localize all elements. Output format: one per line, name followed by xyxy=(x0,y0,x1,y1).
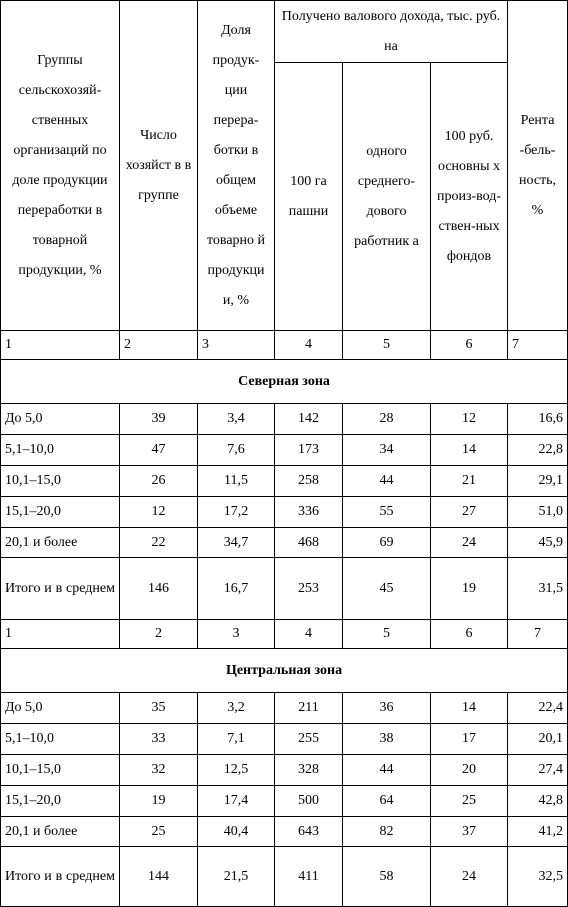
per-funds-cell: 37 xyxy=(431,817,508,847)
share-cell: 34,7 xyxy=(198,528,275,558)
column-number: 5 xyxy=(343,620,431,649)
total-label: Итого и в среднем xyxy=(1,847,120,907)
profitability-cell: 27,4 xyxy=(508,755,568,786)
column-number: 5 xyxy=(343,331,431,360)
group-cell: 20,1 и более xyxy=(1,817,120,847)
per-100ha-cell: 253 xyxy=(275,558,343,620)
table-row xyxy=(1,528,568,558)
column-number: 2 xyxy=(120,620,198,649)
farm-count-cell: 25 xyxy=(120,817,198,847)
per-worker-cell: 38 xyxy=(343,724,431,755)
per-100ha-cell: 258 xyxy=(275,466,343,497)
per-worker-cell: 69 xyxy=(343,528,431,558)
column-number: 3 xyxy=(198,620,275,649)
group-cell: 5,1–10,0 xyxy=(1,435,120,466)
farm-count-cell: 146 xyxy=(120,558,198,620)
profitability-cell: 20,1 xyxy=(508,724,568,755)
column-number: 6 xyxy=(431,620,508,649)
header-per-100ha: 100 га пашни xyxy=(275,63,343,331)
column-number: 4 xyxy=(275,331,343,360)
zone-title: Центральная зона xyxy=(1,649,568,693)
header-per-worker: одного среднего-дового работник а xyxy=(343,63,431,331)
per-worker-cell: 44 xyxy=(343,755,431,786)
table-row xyxy=(1,693,568,724)
per-100ha-cell: 173 xyxy=(275,435,343,466)
total-row xyxy=(1,558,568,620)
column-number: 6 xyxy=(431,331,508,360)
group-cell: До 5,0 xyxy=(1,693,120,724)
per-100ha-cell: 255 xyxy=(275,724,343,755)
farm-count-cell: 144 xyxy=(120,847,198,907)
share-cell: 7,1 xyxy=(198,724,275,755)
share-cell: 21,5 xyxy=(198,847,275,907)
share-cell: 12,5 xyxy=(198,755,275,786)
share-cell: 3,4 xyxy=(198,404,275,435)
per-100ha-cell: 411 xyxy=(275,847,343,907)
group-cell: До 5,0 xyxy=(1,404,120,435)
column-number: 7 xyxy=(508,620,568,649)
per-100ha-cell: 211 xyxy=(275,693,343,724)
per-worker-cell: 45 xyxy=(343,558,431,620)
share-cell: 40,4 xyxy=(198,817,275,847)
farm-count-cell: 26 xyxy=(120,466,198,497)
group-cell: 15,1–20,0 xyxy=(1,497,120,528)
per-worker-cell: 82 xyxy=(343,817,431,847)
group-cell: 10,1–15,0 xyxy=(1,466,120,497)
farm-count-cell: 19 xyxy=(120,786,198,817)
column-number: 1 xyxy=(1,331,120,360)
per-funds-cell: 12 xyxy=(431,404,508,435)
per-worker-cell: 58 xyxy=(343,847,431,907)
per-100ha-cell: 643 xyxy=(275,817,343,847)
per-100ha-cell: 468 xyxy=(275,528,343,558)
per-worker-cell: 44 xyxy=(343,466,431,497)
table-row xyxy=(1,497,568,528)
per-100ha-cell: 328 xyxy=(275,755,343,786)
column-number: 2 xyxy=(120,331,198,360)
farm-count-cell: 35 xyxy=(120,693,198,724)
header-gross-income-group: Получено валового дохода, тыс. руб. на xyxy=(275,1,508,63)
profitability-cell: 31,5 xyxy=(508,558,568,620)
profitability-cell: 41,2 xyxy=(508,817,568,847)
farm-count-cell: 32 xyxy=(120,755,198,786)
header-per-100rub-funds: 100 руб. основны х произ-вод-ствен-ных фондов xyxy=(431,63,508,331)
group-cell: 20,1 и более xyxy=(1,528,120,558)
table-row xyxy=(1,786,568,817)
share-cell: 17,4 xyxy=(198,786,275,817)
table-row xyxy=(1,755,568,786)
per-worker-cell: 34 xyxy=(343,435,431,466)
per-funds-cell: 24 xyxy=(431,847,508,907)
per-100ha-cell: 336 xyxy=(275,497,343,528)
total-row xyxy=(1,847,568,907)
profitability-cell: 22,8 xyxy=(508,435,568,466)
share-cell: 17,2 xyxy=(198,497,275,528)
table-row xyxy=(1,466,568,497)
table-row xyxy=(1,817,568,847)
per-funds-cell: 27 xyxy=(431,497,508,528)
farm-count-cell: 39 xyxy=(120,404,198,435)
column-number: 1 xyxy=(1,620,120,649)
total-label: Итого и в среднем xyxy=(1,558,120,620)
table-row xyxy=(1,724,568,755)
profitability-cell: 42,8 xyxy=(508,786,568,817)
header-groups: Группы сельскохозяй-ственных организаций по доле продукции переработки в товарной продукции, % xyxy=(1,1,120,331)
per-worker-cell: 64 xyxy=(343,786,431,817)
per-100ha-cell: 500 xyxy=(275,786,343,817)
per-worker-cell: 28 xyxy=(343,404,431,435)
share-cell: 16,7 xyxy=(198,558,275,620)
column-number: 3 xyxy=(198,331,275,360)
per-funds-cell: 14 xyxy=(431,693,508,724)
group-cell: 10,1–15,0 xyxy=(1,755,120,786)
column-numbers-row xyxy=(1,331,568,360)
column-numbers-row xyxy=(1,620,568,649)
per-funds-cell: 17 xyxy=(431,724,508,755)
farm-count-cell: 12 xyxy=(120,497,198,528)
share-cell: 7,6 xyxy=(198,435,275,466)
farm-count-cell: 22 xyxy=(120,528,198,558)
profitability-cell: 51,0 xyxy=(508,497,568,528)
per-funds-cell: 14 xyxy=(431,435,508,466)
profitability-cell: 22,4 xyxy=(508,693,568,724)
profitability-cell: 16,6 xyxy=(508,404,568,435)
table-row xyxy=(1,435,568,466)
profitability-cell: 45,9 xyxy=(508,528,568,558)
zone-title: Северная зона xyxy=(1,360,568,404)
per-funds-cell: 21 xyxy=(431,466,508,497)
profitability-cell: 29,1 xyxy=(508,466,568,497)
per-100ha-cell: 142 xyxy=(275,404,343,435)
per-worker-cell: 55 xyxy=(343,497,431,528)
share-cell: 3,2 xyxy=(198,693,275,724)
column-number: 4 xyxy=(275,620,343,649)
header-processing-share: Доля продук-ции перера-ботки в общем объеме товарно й продукци и, % xyxy=(198,1,275,331)
farm-count-cell: 33 xyxy=(120,724,198,755)
group-cell: 5,1–10,0 xyxy=(1,724,120,755)
per-funds-cell: 24 xyxy=(431,528,508,558)
farm-count-cell: 47 xyxy=(120,435,198,466)
per-funds-cell: 25 xyxy=(431,786,508,817)
per-funds-cell: 20 xyxy=(431,755,508,786)
group-cell: 15,1–20,0 xyxy=(1,786,120,817)
table-row xyxy=(1,404,568,435)
per-worker-cell: 36 xyxy=(343,693,431,724)
per-funds-cell: 19 xyxy=(431,558,508,620)
header-farm-count: Число хозяйст в в группе xyxy=(120,1,198,331)
profitability-cell: 32,5 xyxy=(508,847,568,907)
column-number: 7 xyxy=(508,331,568,360)
share-cell: 11,5 xyxy=(198,466,275,497)
header-profitability: Рента -бель-ность, % xyxy=(508,1,568,331)
